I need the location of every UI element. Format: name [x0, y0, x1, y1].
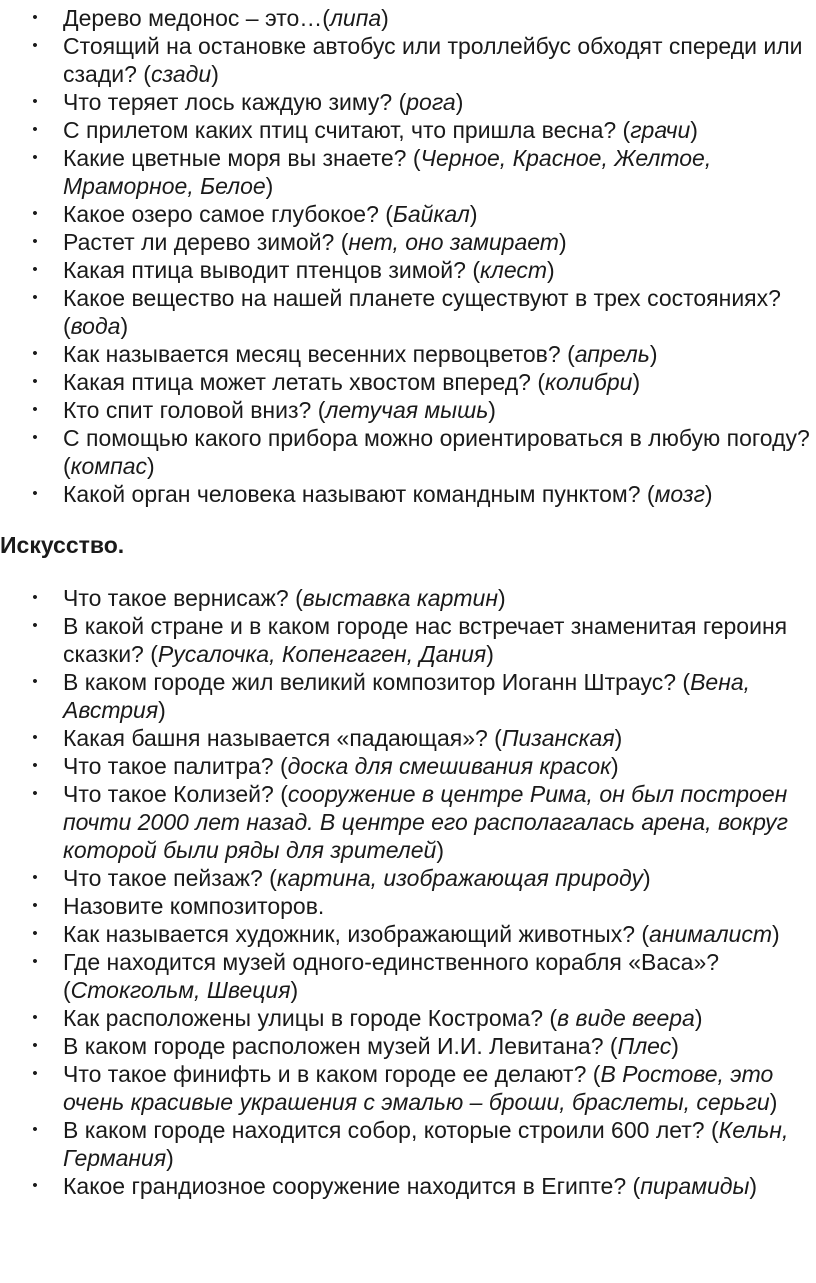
answer-text: сооружение в центре Рима, он был построен почти 2000 лет назад. В центре его располагалась арена, вокруг которой были ряды для зрителей — [63, 781, 788, 863]
closing-paren: ) — [749, 1173, 758, 1199]
closing-paren: ) — [690, 117, 698, 143]
bullet-icon: • — [32, 1065, 38, 1082]
list-item — [0, 116, 816, 144]
bullet-icon: • — [32, 1121, 38, 1138]
nature-quiz-list — [0, 4, 816, 508]
bullet-icon: • — [32, 93, 38, 110]
closing-paren: ) — [649, 341, 658, 367]
list-item — [0, 228, 816, 256]
question-text: Где находится музей одного-единственного корабля «Васа»? ( — [63, 949, 720, 1003]
question-text: Дерево медонос – это…( — [63, 5, 330, 31]
answer-text: нет, оно замирает — [348, 229, 559, 255]
answer-text: анималист — [649, 921, 772, 947]
answer-text: картина, изображающая природу — [276, 865, 643, 891]
art-quiz-list — [0, 584, 816, 1200]
bullet-icon: • — [32, 345, 38, 362]
section-heading-art: Искусство. — [0, 532, 125, 558]
bullet-icon: • — [32, 9, 38, 26]
list-item — [0, 1004, 816, 1032]
question-text: В каком городе жил великий композитор Иоганн Штраус? ( — [63, 669, 691, 695]
answer-text: компас — [70, 453, 148, 479]
closing-paren: ) — [769, 1089, 778, 1115]
question-text: Что такое финифть и в каком городе ее делают? ( — [63, 1061, 601, 1087]
bullet-icon: • — [32, 205, 38, 222]
question-text: Какая башня называется «падающая»? ( — [63, 725, 502, 751]
bullet-icon: • — [32, 401, 38, 418]
list-item — [0, 1032, 816, 1060]
list-item — [0, 88, 816, 116]
question-text: Какое озеро самое глубокое? ( — [63, 201, 393, 227]
question-text: Назовите композиторов. — [63, 893, 325, 919]
bullet-icon: • — [32, 729, 38, 746]
bullet-icon: • — [32, 233, 38, 250]
question-text: В каком городе находится собор, которые строили 600 лет? ( — [63, 1117, 719, 1143]
closing-paren: ) — [547, 257, 555, 283]
bullet-icon: • — [32, 261, 38, 278]
closing-paren: ) — [642, 865, 651, 891]
question-text: Что такое пейзаж? ( — [63, 865, 277, 891]
list-item — [0, 612, 816, 668]
answer-text: рога — [406, 89, 456, 115]
bullet-icon: • — [32, 429, 38, 446]
list-item — [0, 752, 816, 780]
bullet-icon: • — [32, 869, 38, 886]
answer-text: сзади — [150, 61, 212, 87]
question-text: Какие цветные моря вы знаете? ( — [63, 145, 421, 171]
closing-paren: ) — [486, 641, 494, 667]
answer-text: Плес — [617, 1033, 672, 1059]
closing-paren: ) — [290, 977, 299, 1003]
bullet-icon: • — [32, 617, 38, 634]
bullet-icon: • — [32, 1037, 38, 1054]
closing-paren: ) — [558, 229, 567, 255]
question-text: Какое вещество на нашей планете существуют в трех состояниях? ( — [63, 285, 781, 339]
bullet-icon: • — [32, 785, 38, 802]
question-text: Какая птица может летать хвостом вперед? ( — [63, 369, 546, 395]
list-item — [0, 584, 816, 612]
closing-paren: ) — [147, 453, 155, 479]
closing-paren: ) — [265, 173, 274, 199]
list-item — [0, 1172, 816, 1200]
list-item — [0, 396, 816, 424]
answer-text: липа — [329, 5, 382, 31]
list-item — [0, 368, 816, 396]
answer-text: апрель — [574, 341, 650, 367]
bullet-icon: • — [32, 953, 38, 970]
list-item — [0, 340, 816, 368]
closing-paren: ) — [211, 61, 219, 87]
question-text: С прилетом каких птиц считают, что пришла весна? ( — [63, 117, 631, 143]
question-text: Стоящий на остановке автобус или троллейбус обходят спереди или сзади? ( — [63, 33, 803, 87]
closing-paren: ) — [436, 837, 445, 863]
bullet-icon: • — [32, 373, 38, 390]
list-item — [0, 780, 816, 864]
question-text: Растет ли дерево зимой? ( — [63, 229, 349, 255]
list-item — [0, 424, 816, 480]
bullet-icon: • — [32, 1009, 38, 1026]
answer-text: В Ростове, это очень красивые украшения с эмалью – броши, браслеты, серьги — [63, 1061, 774, 1115]
closing-paren: ) — [772, 921, 780, 947]
list-item — [0, 32, 816, 88]
bullet-icon: • — [32, 925, 38, 942]
list-item — [0, 864, 816, 892]
question-text: В какой стране и в каком городе нас встречает знаменитая героиня сказки? ( — [63, 613, 788, 667]
question-text: Что такое вернисаж? ( — [63, 585, 303, 611]
list-item — [0, 480, 816, 508]
closing-paren: ) — [610, 753, 619, 779]
question-text: Кто спит головой вниз? ( — [63, 397, 326, 423]
answer-text: летучая мышь — [325, 397, 489, 423]
closing-paren: ) — [614, 725, 623, 751]
bullet-icon: • — [32, 757, 38, 774]
bullet-icon: • — [32, 289, 38, 306]
answer-text: пирамиды — [640, 1173, 750, 1199]
answer-text: выставка картин — [302, 585, 498, 611]
list-item — [0, 724, 816, 752]
answer-text: Русалочка, Копенгаген, Дания — [157, 641, 487, 667]
answer-text: Кельн, Германия — [63, 1117, 789, 1171]
closing-paren: ) — [120, 313, 129, 339]
closing-paren: ) — [381, 5, 389, 31]
answer-text: Байкал — [392, 201, 470, 227]
bullet-icon: • — [32, 37, 38, 54]
answer-text: грачи — [630, 117, 691, 143]
closing-paren: ) — [671, 1033, 679, 1059]
question-text: Что такое Колизей? ( — [63, 781, 288, 807]
closing-paren: ) — [704, 481, 713, 507]
list-item — [0, 892, 816, 920]
answer-text: Стокгольм, Швеция — [70, 977, 291, 1003]
answer-text: Черное, Красное, Желтое, Мраморное, Белое — [63, 145, 712, 199]
list-item — [0, 1116, 816, 1172]
question-text: В каком городе расположен музей И.И. Левитана? ( — [63, 1033, 618, 1059]
closing-paren: ) — [158, 697, 166, 723]
closing-paren: ) — [488, 397, 496, 423]
bullet-icon: • — [32, 149, 38, 166]
list-item — [0, 284, 816, 340]
closing-paren: ) — [694, 1005, 703, 1031]
answer-text: мозг — [654, 481, 705, 507]
answer-text: Пизанская — [501, 725, 615, 751]
question-text: Как называется месяц весенних первоцветов? ( — [63, 341, 575, 367]
answer-text: в виде веера — [557, 1005, 695, 1031]
question-text: Какая птица выводит птенцов зимой? ( — [63, 257, 480, 283]
bullet-icon: • — [32, 1177, 38, 1194]
closing-paren: ) — [632, 369, 641, 395]
list-item — [0, 920, 816, 948]
question-text: Как расположены улицы в городе Кострома? ( — [63, 1005, 558, 1031]
bullet-icon: • — [32, 485, 38, 502]
closing-paren: ) — [455, 89, 464, 115]
answer-text: клест — [480, 257, 548, 283]
question-text: С помощью какого прибора можно ориентироваться в любую погоду? ( — [63, 425, 810, 479]
closing-paren: ) — [166, 1145, 174, 1171]
list-item — [0, 256, 816, 284]
question-text: Какой орган человека называют командным пунктом? ( — [63, 481, 655, 507]
list-item — [0, 4, 816, 32]
closing-paren: ) — [498, 585, 506, 611]
list-item — [0, 1060, 816, 1116]
bullet-icon: • — [32, 673, 38, 690]
bullet-icon: • — [32, 589, 38, 606]
answer-text: вода — [70, 313, 121, 339]
list-item — [0, 668, 816, 724]
list-item — [0, 948, 816, 1004]
question-text: Что такое палитра? ( — [63, 753, 288, 779]
list-item — [0, 200, 816, 228]
question-text: Как называется художник, изображающий животных? ( — [63, 921, 650, 947]
answer-text: Вена, Австрия — [63, 669, 751, 723]
answer-text: колибри — [545, 369, 633, 395]
question-text: Что теряет лось каждую зиму? ( — [63, 89, 407, 115]
list-item — [0, 144, 816, 200]
bullet-icon: • — [32, 897, 38, 914]
bullet-icon: • — [32, 121, 38, 138]
answer-text: доска для смешивания красок — [287, 753, 611, 779]
question-text: Какое грандиозное сооружение находится в Египте? ( — [63, 1173, 641, 1199]
closing-paren: ) — [469, 201, 478, 227]
